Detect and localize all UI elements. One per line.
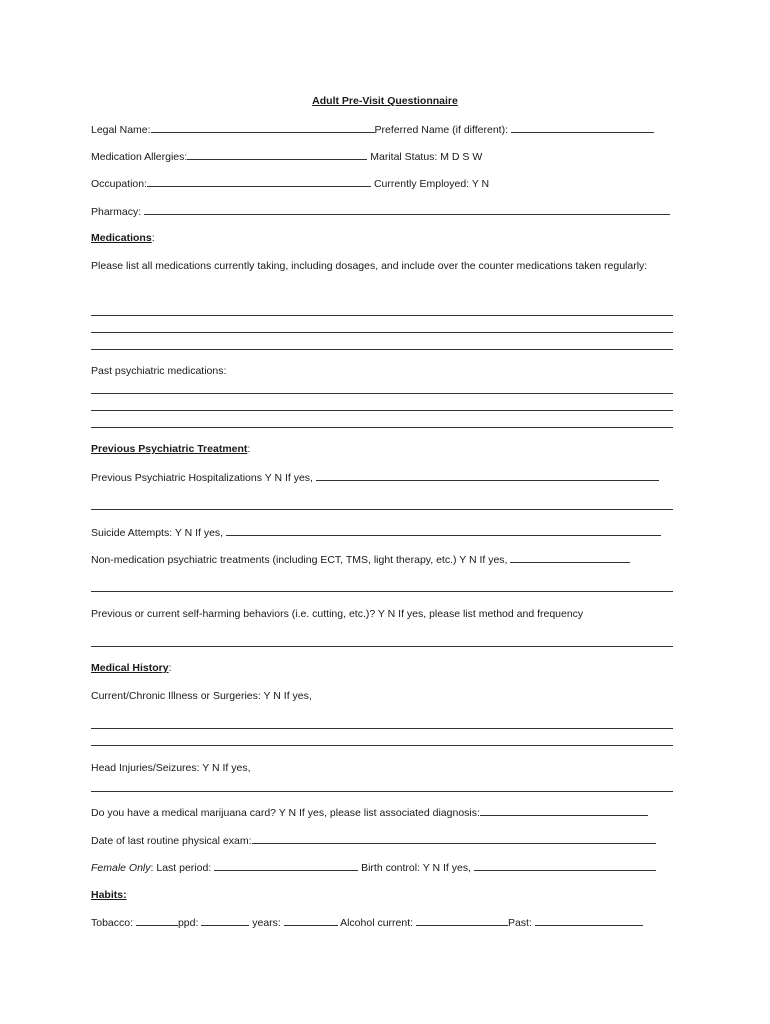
medications-heading-row xyxy=(91,231,155,245)
occupation-label: Occupation: xyxy=(91,178,148,190)
past-psych-meds-label: Past psychiatric medications: xyxy=(91,365,227,377)
allergies-label: Medication Allergies: xyxy=(91,151,188,163)
chronic-illness-label: Current/Chronic Illness or Surgeries: Y N If yes, xyxy=(91,690,312,702)
occupation-field[interactable] xyxy=(147,176,371,187)
head-injuries-label: Head Injuries/Seizures: Y N If yes, xyxy=(91,762,251,774)
years-label: years: xyxy=(252,917,281,929)
legal-name-field[interactable] xyxy=(151,122,375,133)
tobacco-label: Tobacco: xyxy=(91,917,134,929)
self-harm-label: Previous or current self-harming behaviors (i.e. cutting, etc.)? Y N If yes, please list method and frequency xyxy=(91,608,584,620)
pharmacy-row xyxy=(91,204,670,219)
medications-heading: Medications xyxy=(91,232,152,244)
past-field[interactable] xyxy=(535,915,643,926)
employed-label: Currently Employed: Y N xyxy=(373,178,490,190)
pharmacy-field[interactable] xyxy=(144,204,670,215)
past-meds-line-3[interactable] xyxy=(91,427,673,428)
hospitalizations-line-2[interactable] xyxy=(91,509,673,510)
birth-control-label: Birth control: Y N If yes, xyxy=(361,862,471,874)
medications-line-2[interactable] xyxy=(91,332,673,333)
preferred-name-label: Preferred Name (if different): xyxy=(374,124,508,136)
prev-treatment-heading: Previous Psychiatric Treatment xyxy=(91,443,248,455)
nonmed-row xyxy=(91,552,630,567)
chronic-illness-line-2[interactable] xyxy=(91,745,673,746)
occupation-row xyxy=(91,176,489,191)
tobacco-row xyxy=(91,915,643,930)
chronic-illness-line-1[interactable] xyxy=(91,728,673,729)
prev-treatment-heading-row xyxy=(91,442,250,456)
female-only-row xyxy=(91,860,656,875)
medications-heading-colon: : xyxy=(151,232,155,244)
suicide-row xyxy=(91,525,661,540)
marital-status-label: Marital Status: M D S W xyxy=(370,151,483,163)
female-only-label: Female Only xyxy=(91,862,151,874)
legal-name-label: Legal Name: xyxy=(91,124,151,136)
last-period-label: : Last period: xyxy=(150,862,212,874)
head-injuries-line[interactable] xyxy=(91,791,673,792)
past-meds-line-2[interactable] xyxy=(91,410,673,411)
medications-line-1[interactable] xyxy=(91,315,673,316)
suicide-field[interactable] xyxy=(226,525,661,536)
pharmacy-label: Pharmacy: xyxy=(91,206,142,218)
marijuana-row xyxy=(91,805,648,820)
allergies-row xyxy=(91,149,482,164)
medical-history-heading: Medical History xyxy=(91,662,169,674)
marijuana-label: Do you have a medical marijuana card? Y N If yes, please list associated diagnosis: xyxy=(91,807,480,819)
alcohol-field[interactable] xyxy=(416,915,508,926)
physical-exam-row xyxy=(91,833,656,848)
hospitalizations-label: Previous Psychiatric Hospitalizations Y N If yes, xyxy=(91,472,313,484)
medications-line-3[interactable] xyxy=(91,349,673,350)
prev-treatment-colon: : xyxy=(247,443,251,455)
past-meds-line-1[interactable] xyxy=(91,393,673,394)
ppd-field[interactable] xyxy=(201,915,249,926)
habits-heading: Habits: xyxy=(91,889,127,901)
birth-control-field[interactable] xyxy=(474,860,656,871)
habits-heading-row xyxy=(91,888,127,902)
suicide-label: Suicide Attempts: Y N If yes, xyxy=(91,527,224,539)
nonmed-field[interactable] xyxy=(510,552,630,563)
medical-history-heading-row xyxy=(91,661,172,675)
medications-instructions: Please list all medications currently taking, including dosages, and include over the counter medications taken regularly: xyxy=(91,260,648,272)
nonmed-line-2[interactable] xyxy=(91,591,673,592)
tobacco-field[interactable] xyxy=(136,915,178,926)
medical-history-colon: : xyxy=(168,662,172,674)
form-title: Adult Pre-Visit Questionnaire xyxy=(312,95,458,107)
last-period-field[interactable] xyxy=(214,860,358,871)
ppd-label: ppd: xyxy=(177,917,199,929)
self-harm-line[interactable] xyxy=(91,646,673,647)
nonmed-label: Non-medication psychiatric treatments (including ECT, TMS, light therapy, etc.) Y N If yes, xyxy=(91,554,508,566)
physical-exam-field[interactable] xyxy=(252,833,656,844)
years-field[interactable] xyxy=(284,915,338,926)
alcohol-label: Alcohol current: xyxy=(340,917,414,929)
legal-name-row xyxy=(91,122,654,137)
past-label: Past: xyxy=(507,917,532,929)
marijuana-field[interactable] xyxy=(480,805,648,816)
hospitalizations-row xyxy=(91,470,659,485)
preferred-name-field[interactable] xyxy=(511,122,654,133)
physical-exam-label: Date of last routine physical exam: xyxy=(91,835,252,847)
hospitalizations-field[interactable] xyxy=(316,470,659,481)
allergies-field[interactable] xyxy=(187,149,367,160)
